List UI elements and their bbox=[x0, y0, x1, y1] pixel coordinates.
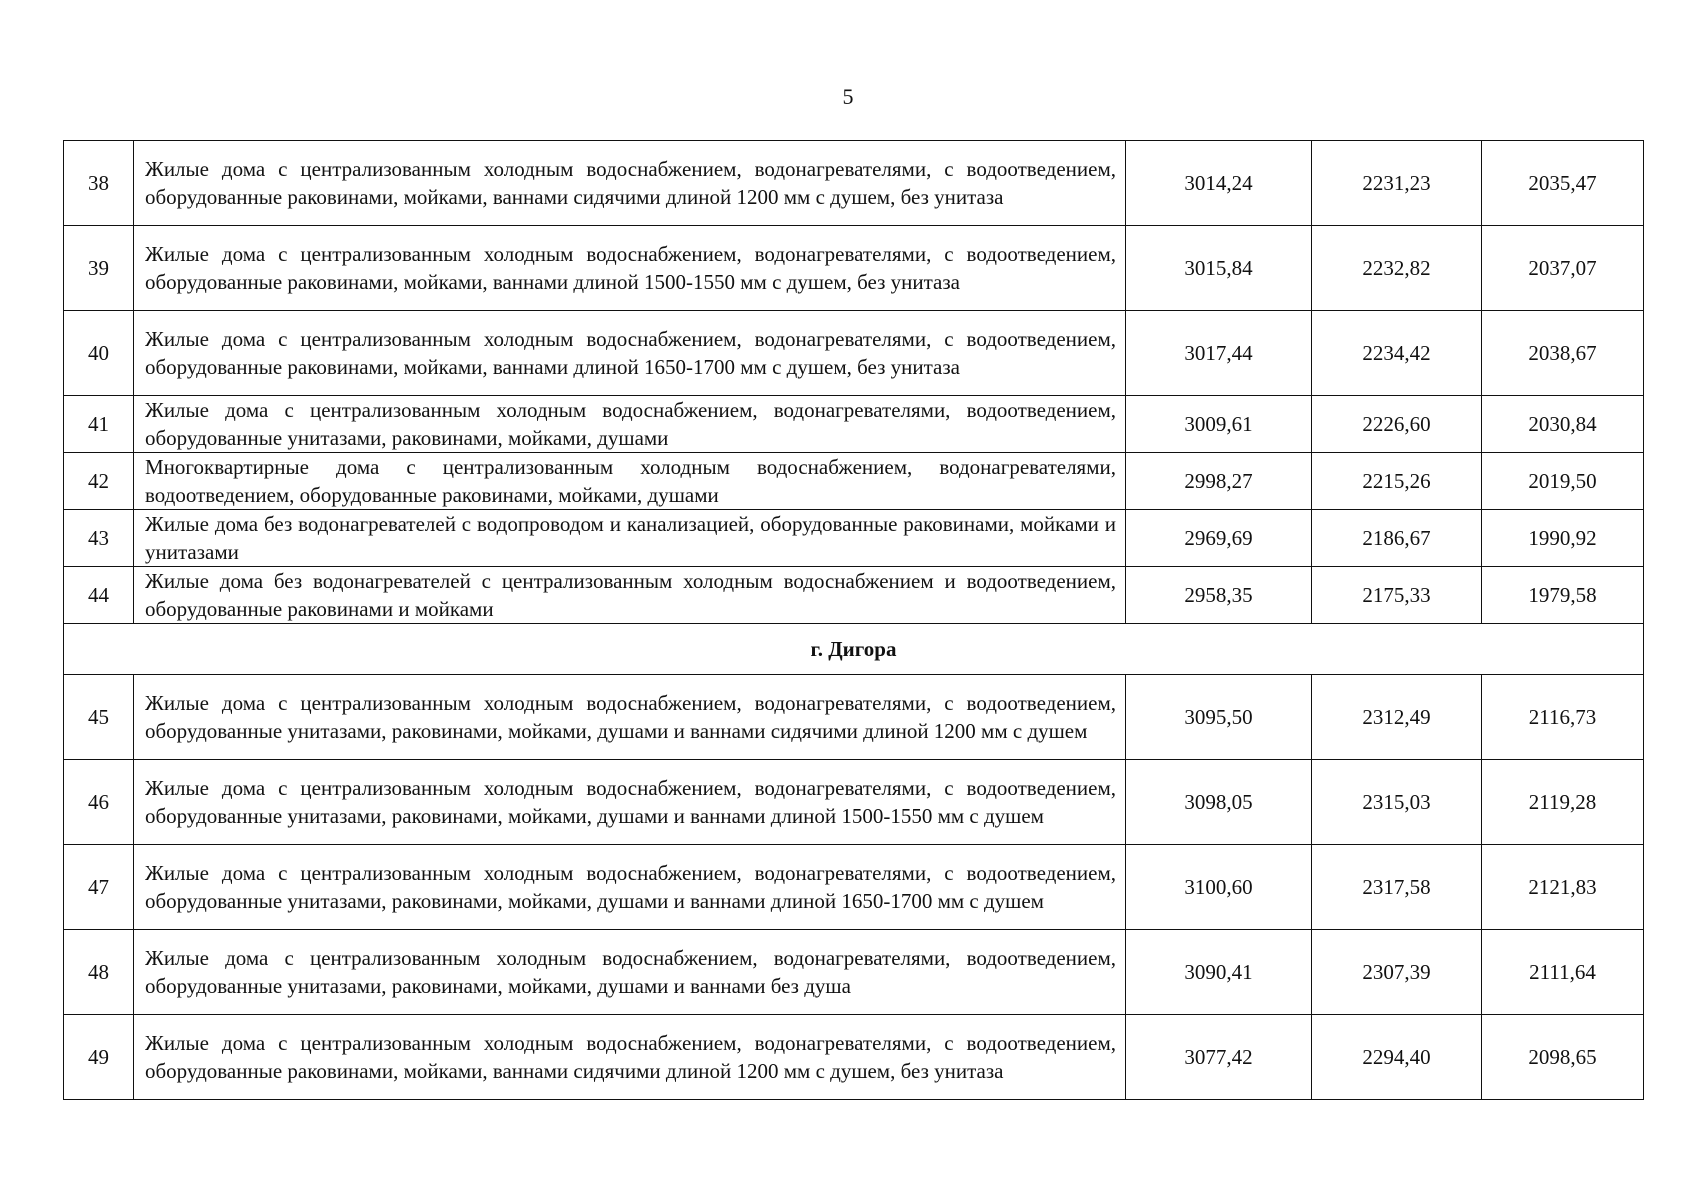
value-col-1: 3100,60 bbox=[1126, 845, 1312, 930]
row-number: 42 bbox=[64, 453, 134, 510]
value-col-2: 2232,82 bbox=[1312, 226, 1482, 311]
row-number: 45 bbox=[64, 675, 134, 760]
table-row bbox=[64, 675, 1644, 760]
table-row bbox=[64, 311, 1644, 396]
value-col-3: 2038,67 bbox=[1482, 311, 1644, 396]
table-body bbox=[64, 141, 1644, 1100]
table-row bbox=[64, 567, 1644, 624]
value-col-2: 2226,60 bbox=[1312, 396, 1482, 453]
value-col-1: 3098,05 bbox=[1126, 760, 1312, 845]
value-col-2: 2234,42 bbox=[1312, 311, 1482, 396]
value-col-3: 2121,83 bbox=[1482, 845, 1644, 930]
value-col-2: 2231,23 bbox=[1312, 141, 1482, 226]
row-description: Жилые дома с централизованным холодным водоснабжением, водонагревателями, с водоотведением, оборудованные раковинами, мойками, ваннами сидячими длиной 1200 мм с душем, без унитаза bbox=[134, 141, 1126, 226]
table-row bbox=[64, 930, 1644, 1015]
row-number: 41 bbox=[64, 396, 134, 453]
tariff-table bbox=[63, 140, 1644, 1100]
value-col-1: 3090,41 bbox=[1126, 930, 1312, 1015]
value-col-3: 2037,07 bbox=[1482, 226, 1644, 311]
value-col-1: 2969,69 bbox=[1126, 510, 1312, 567]
value-col-1: 3017,44 bbox=[1126, 311, 1312, 396]
value-col-2: 2215,26 bbox=[1312, 453, 1482, 510]
value-col-2: 2175,33 bbox=[1312, 567, 1482, 624]
value-col-3: 1990,92 bbox=[1482, 510, 1644, 567]
value-col-2: 2186,67 bbox=[1312, 510, 1482, 567]
value-col-2: 2307,39 bbox=[1312, 930, 1482, 1015]
value-col-3: 2111,64 bbox=[1482, 930, 1644, 1015]
row-number: 39 bbox=[64, 226, 134, 311]
row-description: Жилые дома с централизованным холодным водоснабжением, водонагревателями, с водоотведением, оборудованные раковинами, мойками, ваннами длиной 1650-1700 мм с душем, без унитаза bbox=[134, 311, 1126, 396]
value-col-1: 3095,50 bbox=[1126, 675, 1312, 760]
section-row bbox=[64, 624, 1644, 675]
table-row bbox=[64, 141, 1644, 226]
value-col-1: 3077,42 bbox=[1126, 1015, 1312, 1100]
row-description: Жилые дома с централизованным холодным водоснабжением, водонагревателями, водоотведением, оборудованные унитазами, раковинами, мойками, душами bbox=[134, 396, 1126, 453]
row-description: Жилые дома без водонагревателей с водопроводом и канализацией, оборудованные раковинами, мойками и унитазами bbox=[134, 510, 1126, 567]
table-row bbox=[64, 845, 1644, 930]
row-description: Жилые дома с централизованным холодным водоснабжением, водонагревателями, с водоотведением, оборудованные раковинами, мойками, ваннами длиной 1500-1550 мм с душем, без унитаза bbox=[134, 226, 1126, 311]
value-col-2: 2317,58 bbox=[1312, 845, 1482, 930]
row-number: 47 bbox=[64, 845, 134, 930]
row-number: 46 bbox=[64, 760, 134, 845]
row-number: 48 bbox=[64, 930, 134, 1015]
value-col-2: 2294,40 bbox=[1312, 1015, 1482, 1100]
value-col-3: 2035,47 bbox=[1482, 141, 1644, 226]
row-description: Жилые дома с централизованным холодным водоснабжением, водонагревателями, водоотведением, оборудованные унитазами, раковинами, мойками, душами и ваннами без душа bbox=[134, 930, 1126, 1015]
row-description: Жилые дома с централизованным холодным водоснабжением, водонагревателями, с водоотведением, оборудованные унитазами, раковинами, мойками, душами и ваннами длиной 1500-1550 мм с душем bbox=[134, 760, 1126, 845]
value-col-1: 3014,24 bbox=[1126, 141, 1312, 226]
row-number: 38 bbox=[64, 141, 134, 226]
value-col-3: 2116,73 bbox=[1482, 675, 1644, 760]
value-col-3: 1979,58 bbox=[1482, 567, 1644, 624]
value-col-3: 2019,50 bbox=[1482, 453, 1644, 510]
row-number: 44 bbox=[64, 567, 134, 624]
value-col-1: 2958,35 bbox=[1126, 567, 1312, 624]
row-number: 49 bbox=[64, 1015, 134, 1100]
row-number: 43 bbox=[64, 510, 134, 567]
table-row bbox=[64, 453, 1644, 510]
section-title: г. Дигора bbox=[64, 624, 1644, 675]
row-description: Жилые дома с централизованным холодным водоснабжением, водонагревателями, с водоотведением, оборудованные унитазами, раковинами, мойками, душами и ваннами сидячими длиной 1200 мм с душем bbox=[134, 675, 1126, 760]
table-row bbox=[64, 1015, 1644, 1100]
page-number: 5 bbox=[842, 84, 854, 109]
value-col-1: 3015,84 bbox=[1126, 226, 1312, 311]
row-description: Жилые дома с централизованным холодным водоснабжением, водонагревателями, с водоотведением, оборудованные унитазами, раковинами, мойками, душами и ваннами длиной 1650-1700 мм с душем bbox=[134, 845, 1126, 930]
row-description: Жилые дома без водонагревателей с централизованным холодным водоснабжением и водоотведением, оборудованные раковинами и мойками bbox=[134, 567, 1126, 624]
value-col-3: 2119,28 bbox=[1482, 760, 1644, 845]
value-col-3: 2030,84 bbox=[1482, 396, 1644, 453]
value-col-3: 2098,65 bbox=[1482, 1015, 1644, 1100]
row-description: Жилые дома с централизованным холодным водоснабжением, водонагревателями, с водоотведением, оборудованные раковинами, мойками, ваннами сидячими длиной 1200 мм с душем, без унитаза bbox=[134, 1015, 1126, 1100]
value-col-1: 3009,61 bbox=[1126, 396, 1312, 453]
value-col-2: 2312,49 bbox=[1312, 675, 1482, 760]
value-col-2: 2315,03 bbox=[1312, 760, 1482, 845]
row-description: Многоквартирные дома с централизованным холодным водоснабжением, водонагревателями, водоотведением, оборудованные раковинами, мойками, душами bbox=[134, 453, 1126, 510]
table-row bbox=[64, 226, 1644, 311]
table-row bbox=[64, 396, 1644, 453]
value-col-1: 2998,27 bbox=[1126, 453, 1312, 510]
table-row bbox=[64, 510, 1644, 567]
row-number: 40 bbox=[64, 311, 134, 396]
table-row bbox=[64, 760, 1644, 845]
